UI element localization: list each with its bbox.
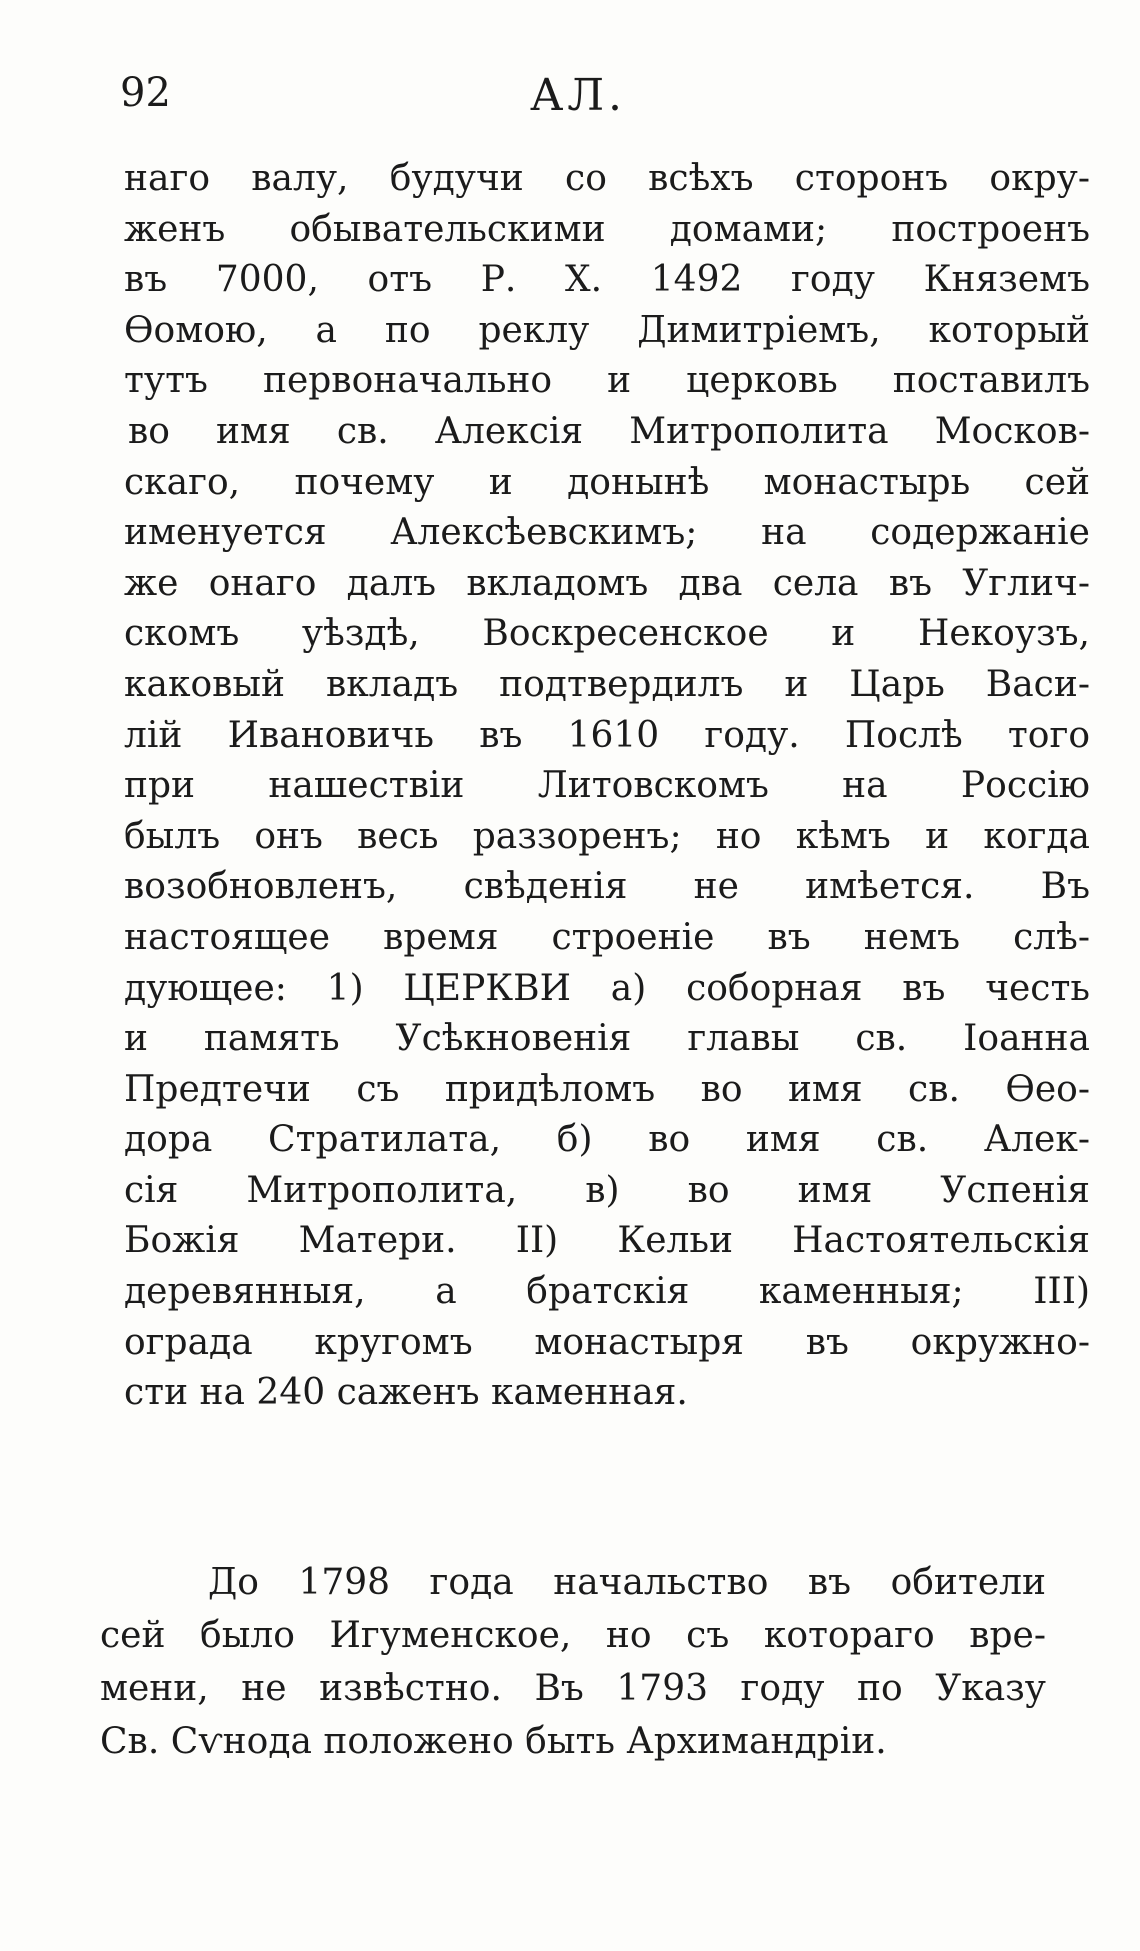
text-line: мени, не извѣстно. Въ 1793 году по Указу (100, 1668, 1046, 1709)
text-line: ограда кругомъ монастыря въ окружно- (124, 1321, 1090, 1363)
text-line: настоящее время строеніе въ немъ слѣ- (124, 916, 1090, 958)
text-line: возобновленъ, свѣденія не имѣется. Въ (124, 866, 1090, 908)
text-line: дующее: 1) ЦЕРКВИ а) соборная въ честь (124, 967, 1090, 1009)
text-line: каковый вкладъ подтвердилъ и Царь Васи- (124, 663, 1090, 705)
text-line: Божія Матери. II) Кельи Настоятельскія (124, 1220, 1090, 1262)
text-line: женъ обывательскими домами; построенъ (124, 208, 1090, 250)
text-line: при нашествіи Литовскомъ на Россію (124, 765, 1090, 807)
text-line: Предтечи съ придѣломъ во имя св. Ѳео- (124, 1068, 1090, 1110)
text-line: во имя св. Алексія Митрополита Москов- (128, 410, 1090, 452)
text-line: же онаго далъ вкладомъ два села въ Углич- (124, 562, 1090, 604)
text-line: скомъ уѣздѣ, Воскресенское и Некоузъ, (124, 613, 1090, 655)
running-head-title: АЛ. (530, 70, 627, 121)
text-line: именуется Алексѣевскимъ; на содержаніе (124, 512, 1090, 554)
text-line: скаго, почему и донынѣ монастырь сей (124, 461, 1090, 503)
page-number: 92 (120, 70, 171, 116)
text-line: сей было Игуменское, но съ котораго вре- (100, 1615, 1046, 1656)
text-line: и память Усѣкновенія главы св. Іоанна (124, 1018, 1090, 1060)
text-line: деревянныя, а братскія каменныя; III) (124, 1271, 1090, 1313)
text-line: Ѳомою, а по реклу Димитріемъ, который (124, 309, 1090, 351)
text-line: въ 7000, отъ Р. Х. 1492 году Княземъ (124, 259, 1090, 301)
text-line: тутъ первоначально и церковь поставилъ (124, 360, 1090, 402)
text-line: лій Ивановичь въ 1610 году. Послѣ того (124, 714, 1090, 756)
text-line: наго валу, будучи со всѣхъ сторонъ окру- (124, 158, 1090, 199)
paragraph-2 (100, 1556, 1046, 1768)
text-line: сія Митрополита, в) во имя Успенія (124, 1169, 1090, 1211)
text-line: До 1798 года начальство въ обители (208, 1562, 1046, 1603)
text-line: Св. Сѵнода положено быть Архимандріи. (100, 1721, 887, 1762)
text-line: былъ онъ весь раззоренъ; но кѣмъ и когда (124, 815, 1090, 857)
paragraph-1 (124, 154, 1090, 1419)
text-line: сти на 240 саженъ каменная. (124, 1372, 688, 1414)
running-head (120, 70, 1080, 130)
text-line: дора Стратилата, б) во имя св. Алек- (124, 1119, 1090, 1161)
